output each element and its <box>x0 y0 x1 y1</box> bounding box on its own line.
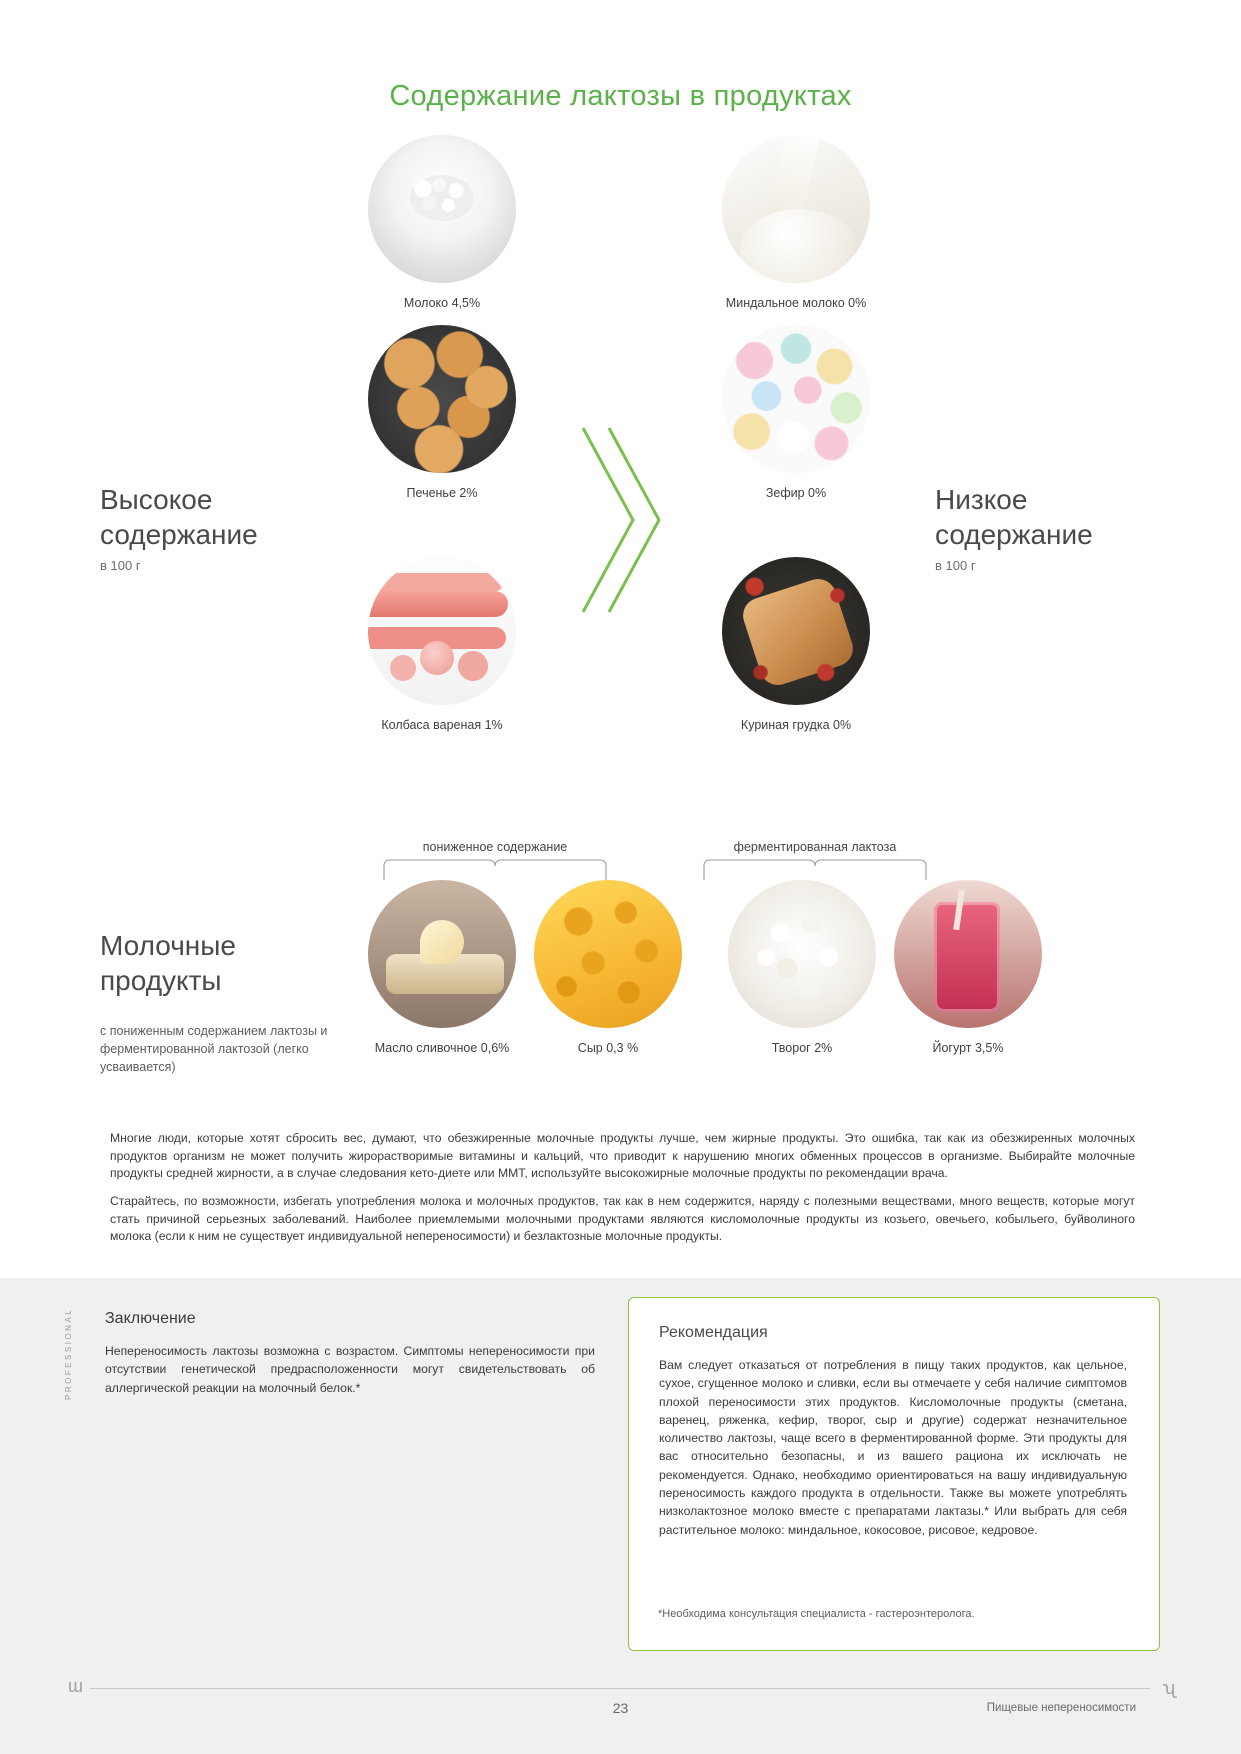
side-vertical-label: PROFESSIONAL <box>64 1307 73 1400</box>
product-caption: Творог 2% <box>771 1041 833 1055</box>
product-caption: Куриная грудка 0% <box>740 718 852 732</box>
high-heading-line2: содержание <box>100 519 258 550</box>
product-caption: Йогурт 3,5% <box>932 1041 1004 1055</box>
product-cheese <box>528 880 688 1057</box>
conclusion-text: Непереносимость лактозы возможна с возрастом. Симптомы непереносимости при отсутствии генетической предрасположенности могут свидетельствовать об аллергической реакции на молочный белок.* <box>105 1344 595 1395</box>
brace-label-fermented: ферментированная лактоза <box>733 840 897 854</box>
recommendation-block <box>659 1324 1127 1539</box>
product-caption: Сыр 0,3 % <box>577 1041 639 1055</box>
chicken-breast-image <box>722 557 870 705</box>
chevron-right-icon <box>575 420 665 620</box>
product-milk <box>362 135 522 312</box>
brace-label-reduced: пониженное содержание <box>422 840 568 854</box>
low-heading-sub: в 100 г <box>935 558 976 573</box>
marshmallow-image <box>722 325 870 473</box>
sausage-image <box>368 557 516 705</box>
product-cottage-cheese <box>722 880 882 1057</box>
page-title: Содержание лактозы в продуктах <box>389 80 852 112</box>
cottage-cheese-image <box>728 880 876 1028</box>
high-content-heading <box>100 482 320 574</box>
product-caption: Печенье 2% <box>406 486 478 500</box>
product-yogurt <box>888 880 1048 1057</box>
almond-milk-image <box>722 135 870 283</box>
low-content-heading <box>935 482 1175 574</box>
product-caption: Колбаса вареная 1% <box>381 718 503 732</box>
product-sausage <box>362 557 522 734</box>
high-heading-line1: Высокое <box>100 484 213 515</box>
page-number: 23 <box>612 1700 629 1716</box>
low-heading-line1: Низкое <box>935 484 1028 515</box>
footer-divider <box>90 1688 1150 1689</box>
product-caption: Зефир 0% <box>765 486 827 500</box>
footer-ornament-right-icon: ʯ <box>1162 1678 1175 1698</box>
conclusion-block <box>105 1310 595 1397</box>
footer-section-label: Пищевые непереносимости <box>986 1702 1136 1714</box>
recommendation-box <box>628 1297 1160 1651</box>
product-butter <box>362 880 522 1057</box>
dairy-subtext: с пониженным содержанием лактозы и ферментированной лактозой (легко усваивается) <box>100 1024 328 1075</box>
body-paragraph-2: Старайтесь, по возможности, избегать употребления молока и молочных продуктов, так как в нем содержится, наряду с полезными веществами, много веществ, которые могут стать причиной серьезных заболеваний. Наиболее приемлемыми молочными продуктами являются кисломолочные продукты из козьего, овечьего, кобыльего, буйволиного молока (если к ним не существует индивидуальной непереносимости) и безлактозные молочные продукты. <box>110 1194 1135 1244</box>
product-chicken-breast <box>716 557 876 734</box>
product-cookie <box>362 325 522 502</box>
conclusion-heading: Заключение <box>105 1310 196 1327</box>
product-caption: Масло сливочное 0,6% <box>374 1041 510 1055</box>
product-almond-milk <box>716 135 876 312</box>
product-marshmallow <box>716 325 876 502</box>
high-heading-sub: в 100 г <box>100 558 141 573</box>
product-caption: Миндальное молоко 0% <box>725 296 867 310</box>
recommendation-heading: Рекомендация <box>659 1324 768 1341</box>
butter-image <box>368 880 516 1028</box>
body-paragraph-1: Многие люди, которые хотят сбросить вес, думают, что обезжиренные молочные продукты лучше, чем жирные продукты. Это ошибка, так как из обезжиренных молочных продуктов организм не может получить жирорастворимые витамины и кальций, что приводит к нарушению многих обменных процессов в организме. Выбирайте молочные продукты средней жирности, а в случае следования кето-диете или ММТ, используйте высокожирные молочные продукты по рекомендации врача. <box>110 1131 1135 1181</box>
cookie-image <box>368 325 516 473</box>
cheese-image <box>534 880 682 1028</box>
recommendation-footnote: *Необходима консультация специалиста - гастероэнтеролога. <box>658 1608 975 1620</box>
dairy-heading-line2: продукты <box>100 965 222 996</box>
yogurt-image <box>894 880 1042 1028</box>
recommendation-text: Вам следует отказаться от потребления в пищу таких продуктов, как цельное, сухое, сгущенное молоко и сливки, если вы отмечаете у себя наличие симптомов плохой переносимости этих продуктов. Кисломолочные продукты (сметана, варенец, ряженка, кефир, творог, сыр и другие) содержат незначительное количество лактозы, чаще всего в ферментированной форме. Эти продукты для вас относительно безопасны, и из вашего рациона их исключать не рекомендуется. Однако, необходимо ориентироваться на вашу индивидуальную переносимость каждого продукта в отдельности. Также вы можете употреблять низколактозное молоко вместе с препаратами лактазы.* Или выбрать для себя растительное молоко: миндальное, кокосовое, рисовое, кедровое. <box>659 1358 1127 1537</box>
product-caption: Молоко 4,5% <box>403 296 481 310</box>
dairy-heading-line1: Молочные <box>100 930 236 961</box>
footer-ornament-left-icon: ɯ <box>68 1676 83 1696</box>
milk-image <box>368 135 516 283</box>
body-text <box>110 1130 1135 1246</box>
dairy-heading <box>100 928 340 998</box>
low-heading-line2: содержание <box>935 519 1093 550</box>
